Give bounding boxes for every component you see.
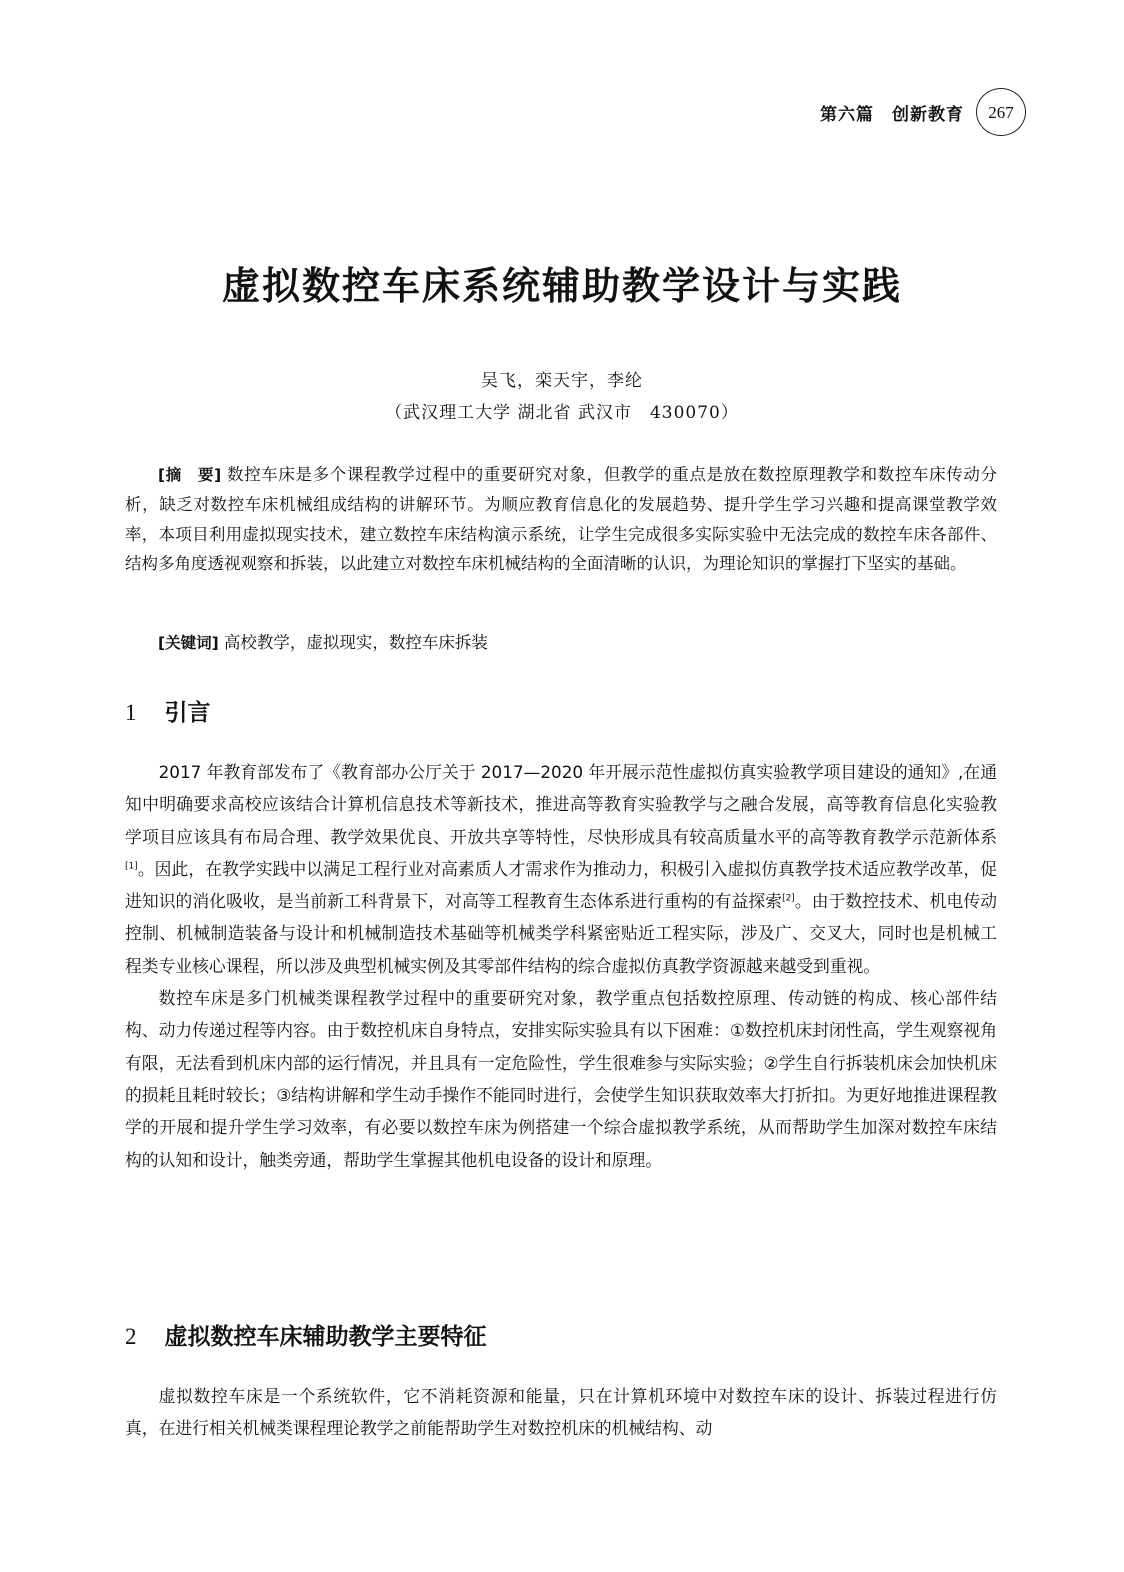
abstract-label: [摘 要] [158,466,222,484]
abstract-block [125,460,997,579]
author-affiliation: （武汉理工大学 湖北省 武汉市 430070） [385,403,739,423]
abstract-text: 数控车床是多个课程教学过程中的重要研究对象，但教学的重点是放在数控原理教学和数控车床传动分析，缺乏对数控车床机械组成结构的讲解环节。为顺应教育信息化的发展趋势、提升学生学习兴趣和提高课堂教学效率，本项目利用虚拟现实技术，建立数控车床结构演示系统，让学生完成很多实际实验中无法完成的数控车床各部件、结构多角度透视观察和拆装，以此建立对数控车床机械结构的全面清晰的认识，为理论知识的掌握打下坚实的基础。 [125,465,997,574]
section-2-number: 2 [125,1324,137,1349]
keywords-label: [关键词] [158,634,219,652]
keywords-text: 高校教学，虚拟现实，数控车床拆装 [218,633,488,652]
section-2-title: 虚拟数控车床辅助教学主要特征 [164,1324,487,1350]
section-1-heading [125,694,211,727]
paragraph-text: 2017 年教育部发布了《教育部办公厅关于 2017—2020 年开展示范性虚拟仿真实验教学项目建设的通知》,在通知中明确要求高校应该结合计算机信息技术等新技术，推进高等教育实验教学与之融合发展，高等教育信息化实验教学项目应该具有布局合理、教学效果优良、开放共享等特性，尽快形成具有较高质量水平的高等教育教学示范新体系 [125,762,997,847]
section-1-number: 1 [125,700,137,725]
section-1-body [125,756,997,1176]
section-1-title: 引言 [164,700,211,726]
running-header [820,88,1026,136]
author-list: 吴飞，栾天宇，李纶 [481,371,643,391]
running-header-section: 第六篇 创新教育 [820,104,964,125]
section-1-paragraph-2: 数控车床是多门机械类课程教学过程中的重要研究对象，教学重点包括数控原理、传动链的构成、核心部件结构、动力传递过程等内容。由于数控机床自身特点，安排实际实验具有以下困难：①数控机床封闭性高，学生观察视角有限，无法看到机床内部的运行情况，并且具有一定危险性，学生很难参与实际实验；②学生自行拆装机床会加快机床的损耗且耗时较长；③结构讲解和学生动手操作不能同时进行，会使学生知识获取效率大打折扣。为更好地推进课程教学的开展和提升学生学习效率，有必要以数控车床为例搭建一个综合虚拟教学系统，从而帮助学生加深对数控车床结构的认知和设计，触类旁通，帮助学生掌握其他机电设备的设计和原理。 [125,988,997,1170]
reference-1: [1] [125,861,138,872]
paragraph-text: 。由于数控技术、机电传动控制、机械制造装备与设计和机械制造技术基础等机械类学科紧密贴近工程实际，涉及广、交叉大，同时也是机械工程类专业核心课程，所以涉及典型机械实例及其零部件结构的综合虚拟仿真教学资源越来越受到重视。 [125,891,997,976]
section-1-paragraph-1 [125,756,997,982]
keywords-block [125,628,997,658]
section-2-paragraph-1: 虚拟数控车床是一个系统软件，它不消耗资源和能量，只在计算机环境中对数控车床的设计、拆装过程进行仿真，在进行相关机械类课程理论教学之前能帮助学生对数控机床的机械结构、动 [125,1386,997,1439]
section-2-heading [125,1318,487,1351]
reference-2: [2] [782,893,795,904]
paragraph-text: 。因此，在教学实践中以满足工程行业对高素质人才需求作为推动力，积极引入虚拟仿真教学技术适应教学改革，促进知识的消化吸收，是当前新工科背景下，对高等工程教育生态体系进行重构的有益探索 [125,858,997,912]
paper-title: 虚拟数控车床系统辅助教学设计与实践 [221,264,902,308]
page-number-badge: 267 [976,88,1026,136]
section-2-body [125,1380,997,1445]
